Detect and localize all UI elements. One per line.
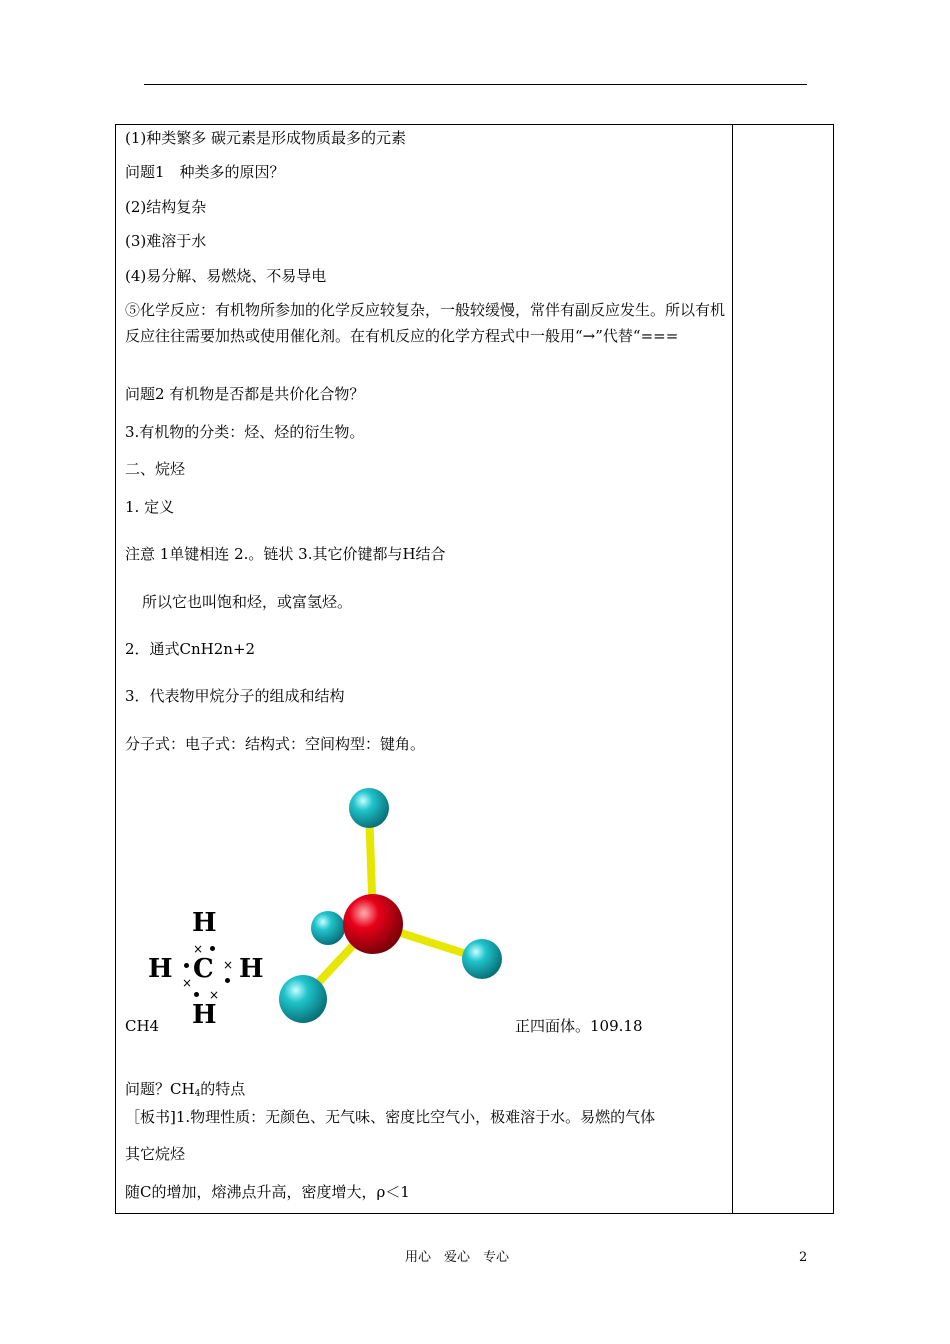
- h-atom-right: H: [239, 954, 264, 984]
- h-atom-left: H: [148, 954, 173, 984]
- text-line-2: 问题1 种类多的原因？: [125, 163, 285, 181]
- text-line-trend: 随C的增加，熔沸点升高，密度增大，ρ＜1: [125, 1183, 410, 1201]
- carbon-atom: [343, 894, 403, 954]
- text-line-classification: 3.有机物的分类：烃、烃的衍生物。: [125, 423, 365, 441]
- c-atom: C: [193, 954, 214, 984]
- text-line-question2: 问题2 有机物是否都是共价化合物？: [125, 385, 365, 403]
- text-line-formula-types: 分子式：电子式：结构式：空间构型：键角。: [125, 735, 426, 753]
- electron-cross: ×: [223, 958, 234, 972]
- electron-cross: ×: [209, 988, 220, 1002]
- text-paragraph-reaction: ⑤化学反应：有机物所参加的化学反应较复杂，一般较缓慢，常伴有副反应发生。所以有机反应往往需要加热或使用催化剂。在有机反应的化学方程式中一般用“→”代替“===: [125, 301, 726, 345]
- text-line-5: (4)易分解、易燃烧、不易导电: [125, 267, 327, 285]
- electron-cross: ×: [182, 976, 193, 990]
- hydrogen-atom: [279, 975, 327, 1023]
- text-line-4: (3)难溶于水: [125, 232, 207, 250]
- text-line-representative: 3．代表物甲烷分子的组成和结构: [125, 687, 345, 705]
- electron-dot: [194, 992, 199, 997]
- electron-dot: [225, 978, 230, 983]
- text-line-ch4-question: 问题？$CH_4$的特点: [125, 1080, 246, 1099]
- methane-ball-stick-model: [266, 783, 511, 1031]
- text-line-definition: 1. 定义: [125, 498, 175, 516]
- label-ch4: CH4: [125, 1017, 160, 1035]
- text-line-saturated: 所以它也叫饱和烃，或富氢烃。: [142, 593, 353, 611]
- content-table: [115, 124, 834, 1214]
- text-line-1: (1)种类繁多 碳元素是形成物质最多的元素: [125, 129, 407, 147]
- electron-cross: ×: [193, 942, 204, 956]
- section-heading-alkanes: 二、烷烃: [125, 460, 186, 478]
- h-atom-top: H: [192, 908, 217, 938]
- table-column-divider: [732, 124, 733, 1214]
- text-line-notes: 注意 1单键相连 2.。链状 3.其它价键都与H结合: [125, 545, 446, 563]
- text-line-3: (2)结构复杂: [125, 198, 207, 216]
- h-atom-bottom: H: [192, 1000, 217, 1030]
- text-line-other-alkanes: 其它烷烃: [125, 1145, 186, 1163]
- hydrogen-atom: [311, 911, 345, 945]
- text-line-general-formula: 2．通式CnH2n+2: [125, 640, 256, 658]
- hydrogen-atom: [349, 788, 389, 828]
- text-line-physical-properties: ［板书]1.物理性质：无颜色、无气味、密度比空气小，极难溶于水。易燃的气体: [125, 1108, 656, 1126]
- electron-dot: [210, 946, 215, 951]
- page-number: 2: [799, 1250, 808, 1265]
- text-tetrahedron-angle: 正四面体。109.18: [515, 1017, 643, 1035]
- hydrogen-atom: [462, 939, 502, 979]
- footer-motto: 用心 爱心 专心: [405, 1250, 510, 1265]
- header-rule: [144, 84, 807, 85]
- methane-electron-formula: [146, 906, 270, 1036]
- electron-dot: [184, 963, 189, 968]
- subscript-4: 4: [194, 1089, 201, 1099]
